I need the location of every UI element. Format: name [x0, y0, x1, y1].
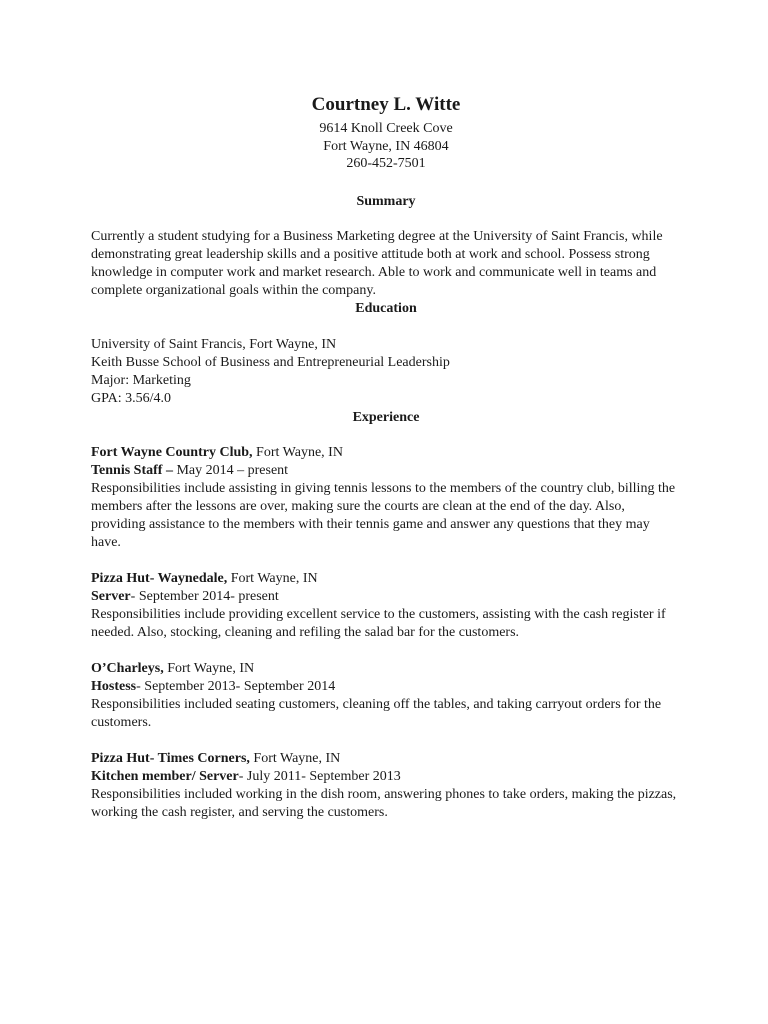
- summary-section: [91, 193, 681, 300]
- job-title: Server: [91, 588, 131, 604]
- job-title: Hostess: [91, 678, 137, 694]
- job-description: Responsibilities included working in the dish room, answering phones to take orders, making the pizzas, working the cash register, and serving the customers.: [91, 786, 677, 820]
- job-title-line: [91, 678, 681, 696]
- job-entry: [91, 750, 681, 822]
- job-employer: O’Charleys,: [91, 660, 164, 676]
- job-employer: Pizza Hut- Times Corners,: [91, 750, 250, 766]
- resume-page: [91, 93, 681, 822]
- experience-section: [91, 409, 681, 822]
- job-location: Fort Wayne, IN: [252, 444, 343, 460]
- job-dates: - September 2013- September 2014: [136, 678, 336, 694]
- address-line-2: Fort Wayne, IN 46804: [323, 138, 449, 154]
- summary-text: Currently a student studying for a Business Marketing degree at the University of Saint Francis, while demonstrating great leadership skills and a positive attitude both at work and school. Possess strong knowledge in computer work and market research. Able to work and communicate well in teams and complete organizational goals within the company.: [91, 228, 663, 298]
- education-school: University of Saint Francis, Fort Wayne, IN: [91, 336, 337, 352]
- job-employer-line: [91, 750, 681, 768]
- job-dates: May 2014 – present: [172, 462, 289, 478]
- job-employer-line: [91, 660, 681, 678]
- education-gpa: GPA: 3.56/4.0: [91, 390, 172, 406]
- job-location: Fort Wayne, IN: [227, 570, 318, 586]
- job-employer: Pizza Hut- Waynedale,: [91, 570, 228, 586]
- job-employer: Fort Wayne Country Club,: [91, 444, 253, 460]
- education-heading: Education: [355, 300, 417, 316]
- experience-heading: Experience: [352, 409, 420, 425]
- job-title: Kitchen member/ Server: [91, 768, 239, 784]
- job-employer-line: [91, 444, 681, 462]
- job-employer-line: [91, 570, 681, 588]
- job-description: Responsibilities included seating customers, cleaning off the tables, and taking carryout orders for the customers.: [91, 696, 662, 730]
- job-dates: - July 2011- September 2013: [238, 768, 401, 784]
- resume-header: [91, 93, 681, 173]
- phone-number: 260-452-7501: [346, 156, 426, 171]
- job-dates: - September 2014- present: [130, 588, 279, 604]
- candidate-name: Courtney L. Witte: [311, 94, 461, 115]
- job-location: Fort Wayne, IN: [163, 660, 255, 676]
- job-description: Responsibilities include assisting in giving tennis lessons to the members of the country club, billing the members after the lessons are over, making sure the courts are clean at the end of the day. Also, providing assistance to the members with their tennis game and answer any questions that they may have.: [91, 480, 676, 550]
- job-entry: [91, 444, 681, 552]
- job-entry: [91, 570, 681, 642]
- job-title-line: [91, 462, 681, 480]
- education-section: [91, 300, 681, 408]
- address-line-1: 9614 Knoll Creek Cove: [319, 121, 453, 136]
- job-entry: [91, 660, 681, 732]
- job-description: Responsibilities include providing excellent service to the customers, assisting with the cash register if needed. Also, stocking, cleaning and refiling the salad bar for the customers.: [91, 606, 666, 640]
- job-title: Tennis Staff –: [91, 462, 173, 478]
- education-major: Major: Marketing: [91, 372, 191, 388]
- education-college: Keith Busse School of Business and Entrepreneurial Leadership: [91, 354, 450, 370]
- job-title-line: [91, 588, 681, 606]
- job-location: Fort Wayne, IN: [249, 750, 341, 766]
- job-title-line: [91, 768, 681, 786]
- summary-heading: Summary: [356, 193, 416, 209]
